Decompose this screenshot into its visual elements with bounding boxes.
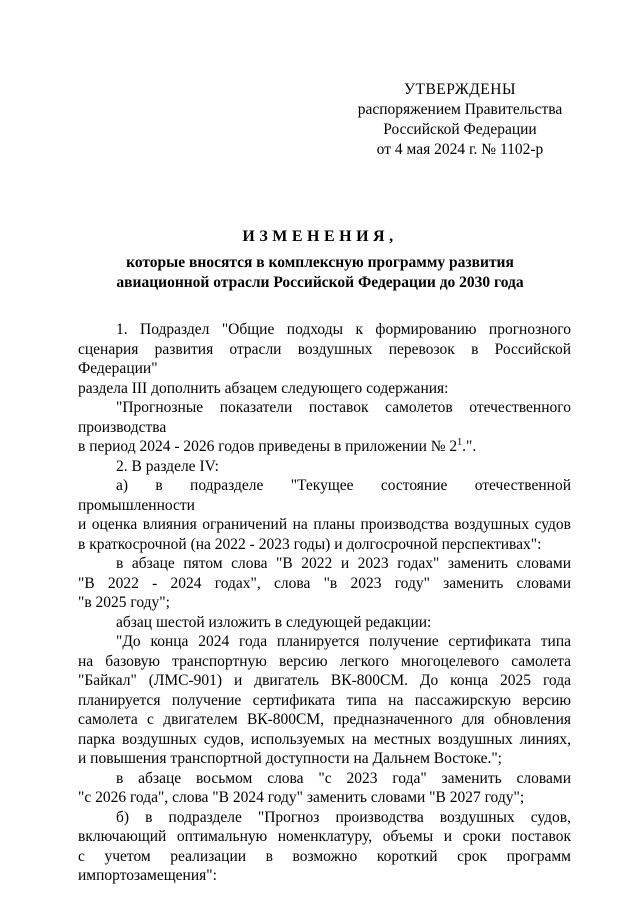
paragraph-7-line-2: на базовую транспортную версию легкого многоцелевого самолета xyxy=(78,652,571,670)
approval-title: УТВЕРЖДЕНЫ xyxy=(404,81,516,98)
paragraph-7-line-6: парка воздушных судов, используемых на местных воздушных линиях, xyxy=(78,730,571,748)
paragraph-9-line-3: с учетом реализации в возможно короткий срок программ xyxy=(78,847,571,865)
paragraph-5-line-2: "В 2022 - 2024 годах", слова "в 2023 году" заменить словами xyxy=(78,574,571,592)
document-title: ИЗМЕНЕНИЯ, xyxy=(242,228,398,245)
paragraph-7 xyxy=(78,632,571,769)
paragraph-2-line-2-end: .". xyxy=(462,438,477,455)
paragraph-1-line-1: 1. Подраздел "Общие подходы к формированию прогнозного xyxy=(116,321,571,338)
paragraph-7-line-7: и повышения транспортной доступности на Дальнем Востоке."; xyxy=(78,750,502,767)
paragraph-5-line-3: "в 2025 году"; xyxy=(78,594,170,611)
document-body xyxy=(78,320,571,886)
paragraph-3-line-1: 2. В разделе IV: xyxy=(116,457,219,475)
approval-line-1: распоряжением Правительства xyxy=(357,101,563,118)
paragraph-5 xyxy=(78,554,571,613)
paragraph-1-line-3: раздела III дополнить абзацем следующего содержания: xyxy=(78,379,449,397)
paragraph-9-line-2: включающий оптимальную номенклатуру, объемы и сроки поставок xyxy=(78,828,571,845)
paragraph-8 xyxy=(78,769,571,808)
footnote-marker: 1 xyxy=(457,436,463,448)
paragraph-4-line-2: и оценка влияния ограничений на планы производства воздушных судов xyxy=(78,516,571,533)
paragraph-2 xyxy=(78,398,571,457)
approval-block xyxy=(340,80,580,160)
paragraph-6-line-1: абзац шестой изложить в следующей редакции: xyxy=(116,613,432,631)
paragraph-9-line-4: импортозамещения": xyxy=(78,867,217,884)
paragraph-1-line-2: сценария развития отрасли воздушных перевозок в Российской Федерации" xyxy=(78,340,571,377)
paragraph-7-line-4: планируется получение сертификата типа на пассажирскую версию xyxy=(78,691,571,709)
paragraph-8-line-1: в абзаце восьмом слова "с 2023 года" заменить словами xyxy=(116,769,571,787)
document-subtitle xyxy=(60,253,580,293)
subtitle-line-2: авиационной отрасли Российской Федерации до 2030 года xyxy=(116,274,524,291)
paragraph-7-line-3: "Байкал" (ЛМС-901) и двигатель ВК-800СМ. До конца 2025 года xyxy=(78,672,571,689)
paragraph-4 xyxy=(78,476,571,554)
paragraph-4-line-3: в краткосрочной (на 2022 - 2023 годы) и долгосрочной перспективах": xyxy=(78,535,542,553)
paragraph-7-line-1: "До конца 2024 года планируется получение сертификата типа xyxy=(116,633,571,650)
document-heading xyxy=(60,226,580,293)
paragraph-2-line-2 xyxy=(78,437,571,457)
paragraph-7-line-5: самолета с двигателем ВК-800СМ, предназначенного для обновления xyxy=(78,711,571,728)
paragraph-1 xyxy=(78,320,571,398)
paragraph-8-line-2: "с 2026 года", слова "В 2024 году" заменить словами "В 2027 году"; xyxy=(78,789,525,806)
paragraph-9-line-1: б) в подразделе "Прогноз производства воздушных судов, xyxy=(116,808,571,826)
paragraph-6 xyxy=(78,613,571,633)
approval-line-3: от 4 мая 2024 г. № 1102-р xyxy=(376,141,544,158)
paragraph-3 xyxy=(78,457,571,477)
approval-line-2: Российской Федерации xyxy=(383,121,537,138)
paragraph-5-line-1: в абзаце пятом слова "В 2022 и 2023 годах" заменить словами xyxy=(116,555,571,572)
subtitle-line-1: которые вносятся в комплексную программу развития xyxy=(126,254,514,271)
paragraph-2-line-1: "Прогнозные показатели поставок самолетов отечественного производства xyxy=(78,399,571,436)
paragraph-9 xyxy=(78,808,571,886)
paragraph-4-line-1: а) в подразделе "Текущее состояние отечественной промышленности xyxy=(78,477,571,514)
paragraph-2-line-2-text: в период 2024 - 2026 годов приведены в приложении № 2 xyxy=(78,438,458,455)
